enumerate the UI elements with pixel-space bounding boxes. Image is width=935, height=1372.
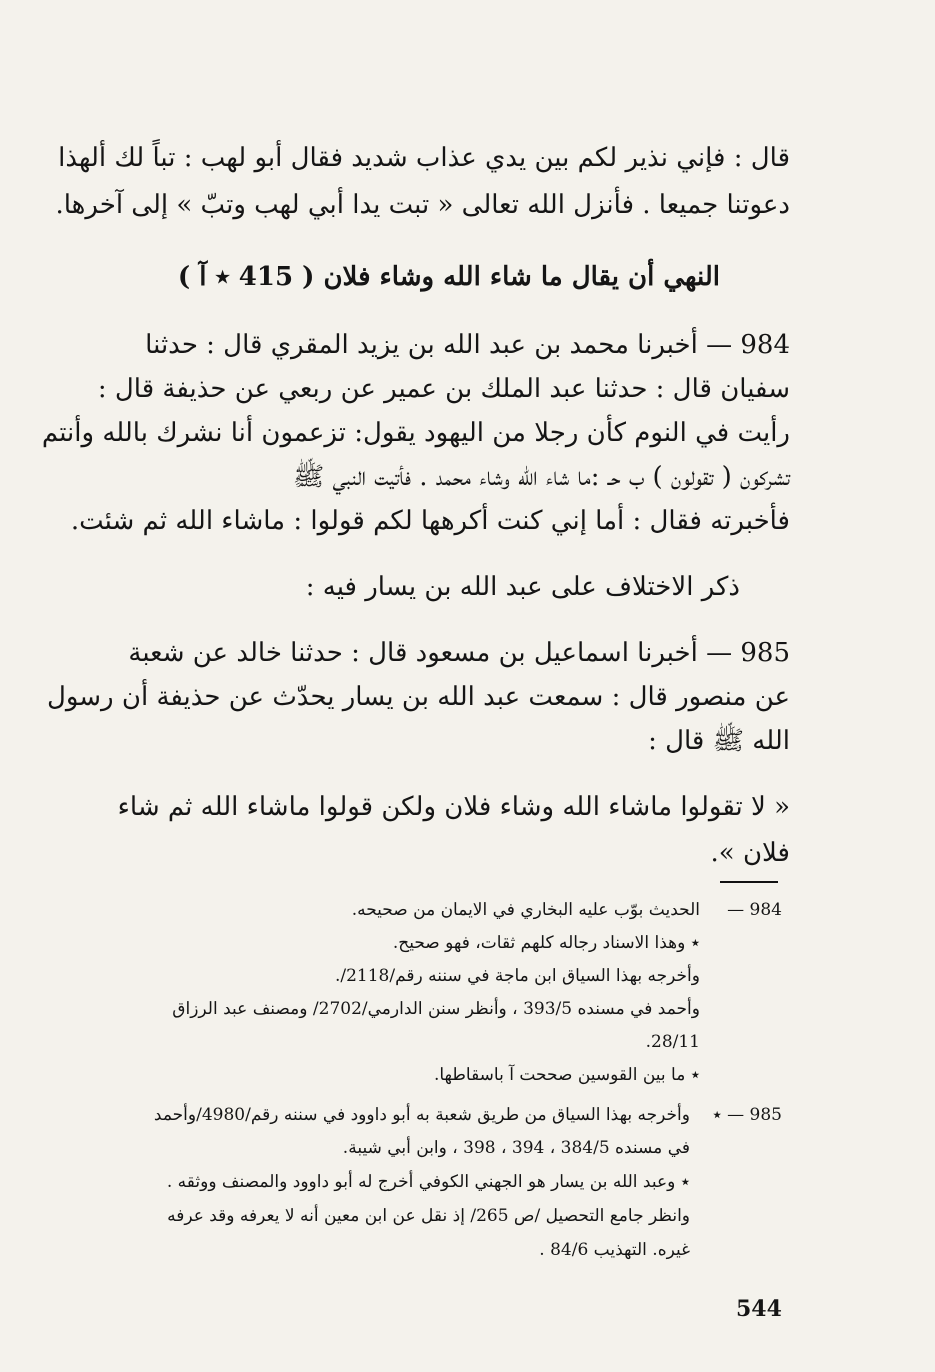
footnote-984-line-2: ٭ وهذا الاسناد رجاله كلهم ثقات، فهو صحيح. (392, 933, 700, 953)
footnote-985-line-2: في مسنده 384/5 ، 394 ، 398 ، وابن أبي شيبة. (342, 1138, 690, 1158)
footnote-984-line-6: ٭ ما بين القوسين صححت آ باسقاطها. (433, 1065, 700, 1085)
hadith-985-line-3: الله ﷺ قال : (648, 726, 790, 756)
footnote-984-line-1: الحديث بوّب عليه البخاري في الايمان من صحيحه. (351, 900, 700, 920)
footnote-985-line-3: ٭ وعبد الله بن يسار هو الجهني الكوفي أخرج له أبو داوود والمصنف ووثقه . (166, 1172, 690, 1192)
hadith-984-line-2: سفيان قال : حدثنا عبد الملك بن عمير عن ربعي عن حذيفة قال : (97, 374, 790, 404)
hadith-985-line-1: 985 — أخبرنا اسماعيل بن مسعود قال : حدثنا خالد عن شعبة (128, 638, 790, 668)
hadith-984-line-3: رأيت في النوم كأن رجلا من اليهود يقول: تزعمون أنا نشرك بالله وأنتم (41, 418, 790, 448)
footnote-separator (720, 881, 778, 883)
intro-line-1: قال : فإني نذير لكم بين يدي عذاب شديد فقال أبو لهب : تباً لك ألهذا (58, 143, 790, 173)
hadith-984-line-5: فأخبرته فقال : أما إني كنت أكرهها لكم قولوا : ماشاء الله ثم شئت. (70, 506, 790, 536)
footnote-985-label: 985 — ٭ (712, 1105, 782, 1125)
footnote-985-line-1: وأخرجه بهذا السياق من طريق شعبة به أبو داوود في سننه رقم/4980/وأحمد (153, 1105, 690, 1125)
quote-line-1: « لا تقولوا ماشاء الله وشاء فلان ولكن قولوا ماشاء الله ثم شاء (117, 792, 790, 822)
footnote-984-line-3: وأخرجه بهذا السياق ابن ماجة في سننه رقم/2118/. (334, 966, 700, 986)
footnote-984-line-4: وأحمد في مسنده 393/5 ، وأنظر سنن الدارمي/2702/ ومصنف عبد الرزاق (172, 999, 700, 1019)
page-number: 544 (736, 1296, 782, 1322)
quote-line-2: فلان ». (710, 838, 790, 868)
hadith-984-line-1: 984 — أخبرنا محمد بن عبد الله بن يزيد المقري قال : حدثنا (145, 330, 790, 360)
hadith-985-line-2: عن منصور قال : سمعت عبد الله بن يسار يحدّث عن حذيفة أن رسول (46, 682, 790, 712)
footnote-985-line-4: وانظر جامع التحصيل /ص 265/ إذ نقل عن ابن معين أنه لا يعرفه وقد عرفه (167, 1206, 690, 1226)
footnote-985-line-5: غيره. التهذيب 84/6 . (539, 1240, 690, 1260)
intro-line-2: دعوتنا جميعا . فأنزل الله تعالى « تبت يدا أبي لهب وتبّ » إلى آخرها. (55, 190, 790, 220)
chapter-heading: النهي أن يقال ما شاء الله وشاء فلان ( 415 ٭ آ ) (177, 262, 720, 292)
footnote-984-line-5: 28/11. (645, 1032, 700, 1052)
ikhtilaf-line: ذكر الاختلاف على عبد الله بن يسار فيه : (305, 572, 740, 602)
footnote-984-label: 984 — (727, 900, 782, 920)
hadith-984-line-4: تشركون ( تقولون ) ب حـ :ما شاء الله وشاء محمد . فأتيت النبي ﷺ (292, 462, 790, 492)
